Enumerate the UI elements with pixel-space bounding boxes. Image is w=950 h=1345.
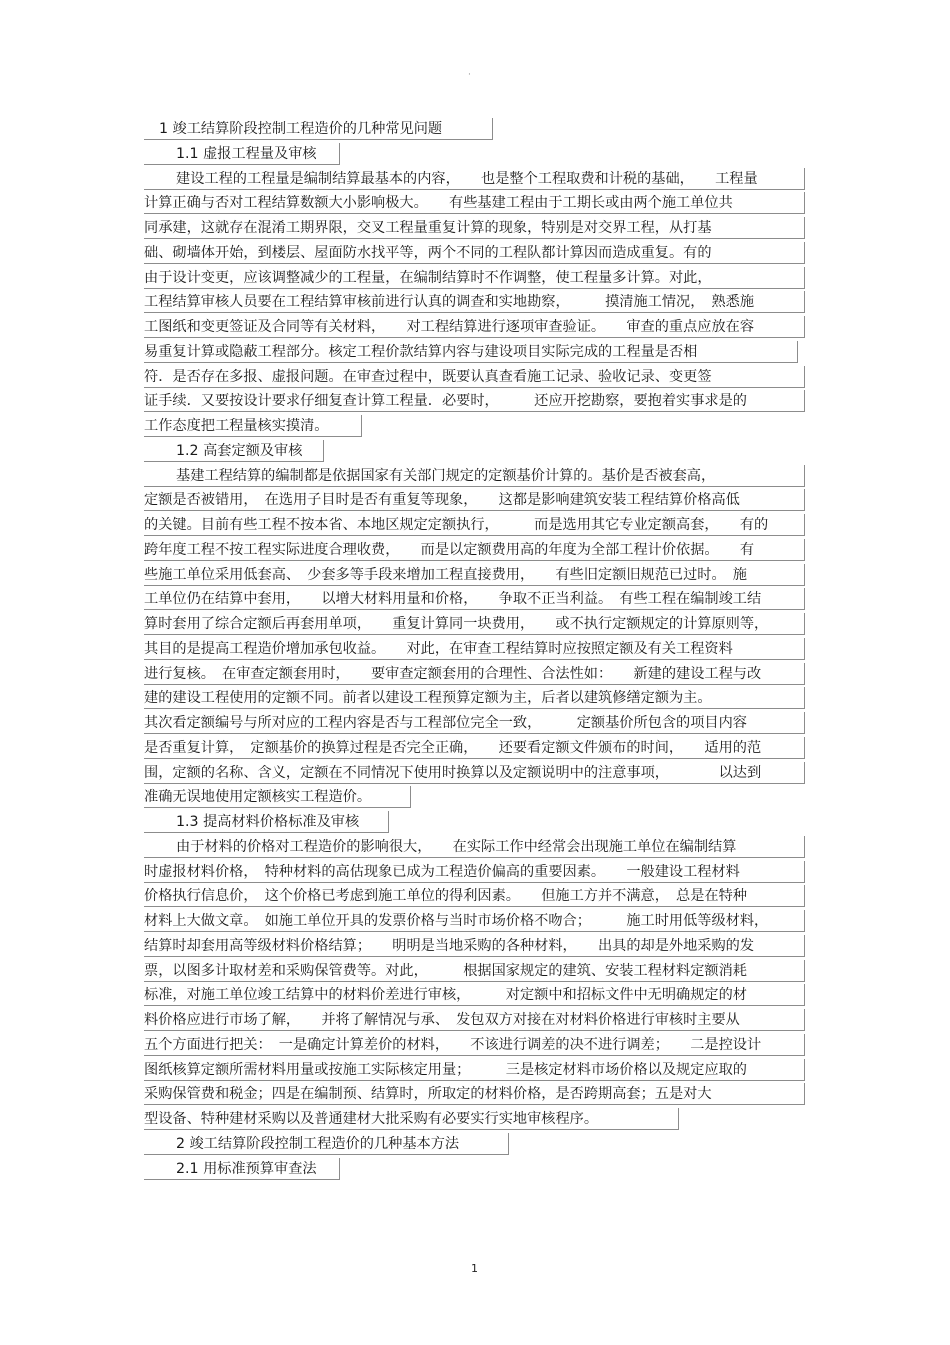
paragraph-line: 工作态度把工程量核实摸清。 — [144, 415, 362, 437]
paragraph-line: 础、砌墙体开始，到楼层、屋面防水找平等，两个不同的工程队都计算因而造成重复。有的 — [144, 242, 805, 264]
paragraph-line: 是否重复计算， 定额基价的换算过程是否完全正确， 还要看定额文件颁布的时间， 适用的范 — [144, 737, 805, 759]
paragraph-line: 准确无误地使用定额核实工程造价。 — [144, 786, 411, 808]
paragraph-line: 跨年度工程不按工程实际进度合理收费， 而是以定额费用高的年度为全部工程计价依据。 有 — [144, 539, 805, 561]
paragraph-line: 其次看定额编号与所对应的工程内容是否与工程部位完全一致， 定额基价所包含的项目内容 — [144, 712, 805, 734]
paragraph-line: 算时套用了综合定额后再套用单项， 重复计算同一块费用， 或不执行定额规定的计算原则等， — [144, 613, 805, 635]
paragraph-line: 时虚报材料价格， 特种材料的高估现象已成为工程造价偏高的重要因素。 一般建设工程材料 — [144, 861, 805, 883]
paragraph-line: 些施工单位采用低套高、 少套多等手段来增加工程直接费用， 有些旧定额旧规范已过时。 施 — [144, 564, 805, 586]
heading-line: 2.1 用标准预算审查法 — [144, 1158, 340, 1180]
paragraph-line: 结算时却套用高等级材料价格结算； 明明是当地采购的各种材料， 出具的却是外地采购的发 — [144, 935, 805, 957]
header-mark: · — [468, 70, 471, 80]
page-number: 1 — [471, 1262, 478, 1275]
paragraph-line: 票，以图多计取材差和采购保管费等。对此， 根据国家规定的建筑、安装工程材料定额消耗 — [144, 960, 805, 982]
paragraph-line: 型设备、特种建材采购以及普通建材大批采购有必要实行实地审核程序。 — [144, 1108, 679, 1130]
paragraph-line: 工单位仍在结算中套用， 以增大材料用量和价格， 争取不正当利益。 有些工程在编制竣工结 — [144, 588, 805, 610]
paragraph-line: 工图纸和变更签证及合同等有关材料， 对工程结算进行逐项审查验证。 审查的重点应放在容 — [144, 316, 805, 338]
paragraph-line: 符．是否存在多报、虚报问题。在审查过程中，既要认真查看施工记录、验收记录、变更签 — [144, 366, 805, 388]
paragraph-line: 基建工程结算的编制都是依据国家有关部门规定的定额基价计算的。基价是否被套高， — [144, 465, 805, 487]
paragraph-line: 建设工程的工程量是编制结算最基本的内容， 也是整个工程取费和计税的基础， 工程量 — [144, 168, 805, 190]
paragraph-line: 工程结算审核人员要在工程结算审核前进行认真的调查和实地勘察， 摸清施工情况， 熟悉施 — [144, 291, 805, 313]
paragraph-line: 的关键。目前有些工程不按本省、本地区规定定额执行， 而是选用其它专业定额高套， 有的 — [144, 514, 805, 536]
paragraph-line: 同承建，这就存在混淆工期界限，交叉工程量重复计算的现象，特别是对交界工程，从打基 — [144, 217, 805, 239]
heading-line: 1.1 虚报工程量及审核 — [144, 143, 340, 165]
heading-line: 1.3 提高材料价格标准及审核 — [144, 811, 389, 833]
heading-line: 1.2 高套定额及审核 — [144, 440, 324, 462]
paragraph-line: 进行复核。 在审查定额套用时， 要审查定额套用的合理性、合法性如： 新建的建设工程与改 — [144, 663, 805, 685]
paragraph-line: 证手续．又要按设计要求仔细复查计算工程量．必要时， 还应开挖勘察，要抱着实事求是的 — [144, 390, 805, 412]
paragraph-line: 围，定额的名称、含义，定额在不同情况下使用时换算以及定额说明中的注意事项， 以达到 — [144, 762, 805, 784]
paragraph-line: 图纸核算定额所需材料用量或按施工实际核定用量； 三是核定材料市场价格以及规定应取的 — [144, 1059, 805, 1081]
paragraph-line: 由于设计变更，应该调整减少的工程量，在编制结算时不作调整，使工程量多计算。对此， — [144, 267, 805, 289]
paragraph-line: 定额是否被错用， 在选用子目时是否有重复等现象， 这都是影响建筑安装工程结算价格高低 — [144, 489, 805, 511]
paragraph-line: 计算正确与否对工程结算数额大小影响极大。 有些基建工程由于工期长或由两个施工单位共 — [144, 192, 805, 214]
paragraph-line: 标准，对施工单位竣工结算中的材料价差进行审核， 对定额中和招标文件中无明确规定的材 — [144, 984, 805, 1006]
paragraph-line: 易重复计算或隐蔽工程部分。核定工程价款结算内容与建设项目实际完成的工程量是否相 — [144, 341, 798, 363]
paragraph-line: 材料上大做文章。 如施工单位开具的发票价格与当时市场价格不吻合； 施工时用低等级材料， — [144, 910, 805, 932]
heading-line: 1 竣工结算阶段控制工程造价的几种常见问题 — [144, 118, 493, 140]
paragraph-line: 五个方面进行把关： 一是确定计算差价的材料， 不该进行调差的决不进行调差； 二是控设计 — [144, 1034, 805, 1056]
paragraph-line: 采购保管费和税金；四是在编制预、结算时，所取定的材料价格，是否跨期高套；五是对大 — [144, 1083, 805, 1105]
paragraph-line: 由于材料的价格对工程造价的影响很大， 在实际工作中经常会出现施工单位在编制结算 — [144, 836, 805, 858]
paragraph-line: 价格执行信息价， 这个价格已考虑到施工单位的得利因素。 但施工方并不满意， 总是在特种 — [144, 885, 805, 907]
paragraph-line: 其目的是提高工程造价增加承包收益。 对此，在审查工程结算时应按照定额及有关工程资料 — [144, 638, 805, 660]
paragraph-line: 料价格应进行市场了解， 并将了解情况与承、 发包双方对接在对材料价格进行审核时主要从 — [144, 1009, 805, 1031]
heading-line: 2 竣工结算阶段控制工程造价的几种基本方法 — [144, 1133, 509, 1155]
paragraph-line: 建的建设工程使用的定额不同。前者以建设工程预算定额为主，后者以建筑修缮定额为主。 — [144, 687, 805, 709]
